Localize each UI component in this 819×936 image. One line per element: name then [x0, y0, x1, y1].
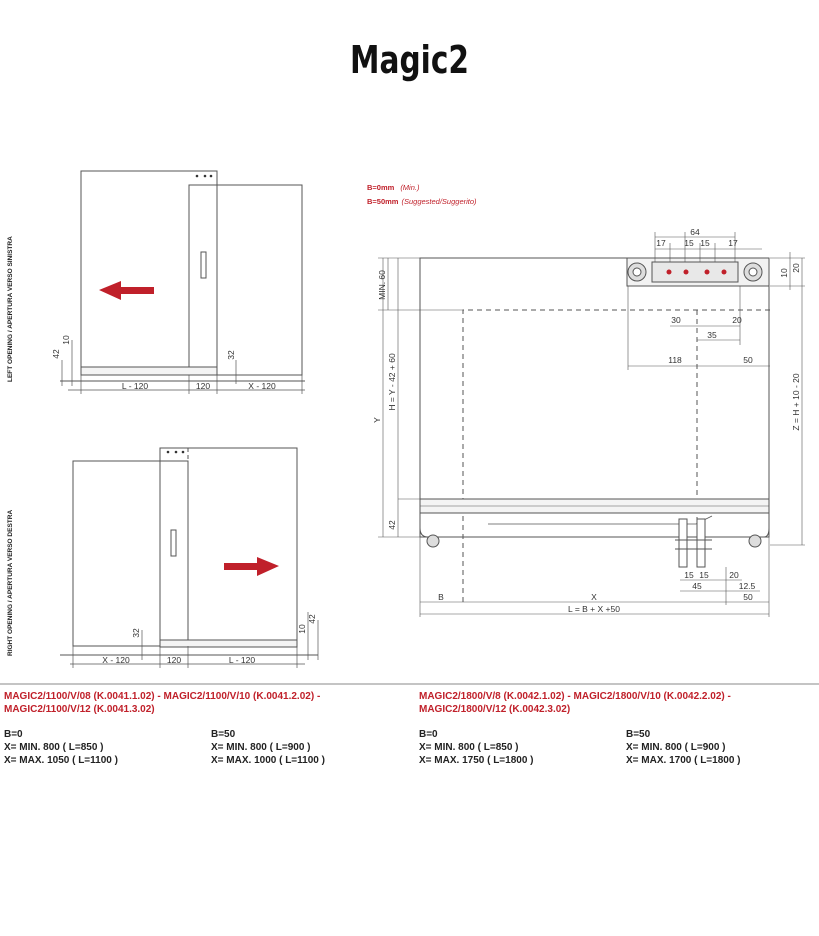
spec-left-code-line1: MAGIC2/1100/V/08 (K.0041.1.02) - MAGIC2/1100/V/10 (K.0041.2.02) - [4, 691, 321, 702]
dim-x: X [591, 592, 597, 602]
spec-left-col1: B=0 X= MIN. 800 ( L=850 ) X= MAX. 1050 ( L=1100 ) [4, 729, 118, 766]
dim-15a: 15 [684, 238, 694, 248]
dim-118: 118 [668, 355, 682, 365]
spec-right-col1: B=0 X= MIN. 800 ( L=850 ) X= MAX. 1750 ( L=1800 ) [419, 729, 534, 766]
left-opening-label: LEFT OPENING / APERTURA VERSO SINISTRA [7, 236, 14, 382]
dim-30: 30 [671, 315, 681, 325]
spec-right [419, 690, 819, 716]
dim-b15b: 15 [699, 570, 709, 580]
dim-42: 42 [387, 520, 397, 530]
left-dim-x120: X - 120 [248, 381, 276, 391]
dim-b45: 45 [692, 581, 702, 591]
dim-15b: 15 [700, 238, 710, 248]
dim-64: 64 [690, 227, 700, 237]
spec-right-col2: B=50 X= MIN. 800 ( L=900 ) X= MAX. 1700 ( L=1800 ) [626, 729, 741, 766]
dim-b20: 20 [729, 570, 739, 580]
left-dim-42: 42 [51, 349, 61, 359]
dim-min60: MIN. 60 [377, 270, 387, 300]
dim-l-formula: L = B + X +50 [568, 604, 620, 614]
spec-left-col2: B=50 X= MIN. 800 ( L=900 ) X= MAX. 1000 ( L=1100 ) [211, 729, 325, 766]
spec-right-code-line1: MAGIC2/1800/V/8 (K.0042.1.02) - MAGIC2/1800/V/10 (K.0042.2.02) - [419, 691, 731, 702]
right-opening-label: RIGHT OPENING / APERTURA VERSO DESTRA [7, 509, 14, 656]
dim-h-formula: H = Y - 42 + 60 [387, 353, 397, 411]
right-arrow-icon [224, 557, 279, 576]
spec-left-code-line2: MAGIC2/1100/V/12 (K.0041.3.02) [4, 704, 155, 715]
right-dim-42: 42 [307, 614, 317, 624]
right-dim-x120: X - 120 [102, 655, 130, 665]
left-opening-view [60, 171, 305, 394]
dim-17b: 17 [728, 238, 738, 248]
dim-b15a: 15 [684, 570, 694, 580]
dim-10-side: 10 [779, 268, 789, 278]
legend [367, 183, 477, 206]
left-dim-10: 10 [61, 335, 71, 345]
right-dim-l120: L - 120 [228, 655, 256, 665]
dim-b: B [438, 592, 444, 602]
dim-20-side: 20 [791, 263, 801, 273]
left-dim-32: 32 [226, 350, 236, 360]
svg-text:B=0mm(Min.): B=0mm (Min.) [367, 183, 420, 192]
spec-right-code-line2: MAGIC2/1800/V/12 (K.0042.3.02) [419, 704, 571, 715]
svg-text:B=50mm(Suggested/Suggerito): B=50mm (Suggested/Suggerito) [367, 197, 477, 206]
left-dim-l120: L - 120 [121, 381, 149, 391]
left-dim-120: 120 [195, 381, 211, 391]
main-panel [420, 258, 769, 537]
right-door-handle [171, 530, 176, 556]
left-frame-outline [189, 185, 302, 375]
main-elevation [378, 232, 805, 617]
dim-b125: 12.5 [738, 581, 756, 591]
main-opening [463, 310, 770, 602]
dim-35: 35 [707, 330, 717, 340]
dim-20a: 20 [732, 315, 742, 325]
left-arrow-icon [99, 281, 154, 300]
dim-50a: 50 [743, 355, 753, 365]
left-door-handle [201, 252, 206, 278]
dim-y: Y [372, 417, 382, 423]
spec-left [4, 690, 404, 716]
right-opening-view [60, 448, 318, 668]
dim-17a: 17 [656, 238, 666, 248]
left-door-panel [81, 171, 217, 375]
dim-z-formula: Z = H + 10 - 20 [791, 373, 801, 431]
right-dim-120: 120 [166, 655, 182, 665]
dim-b50: 50 [743, 592, 753, 602]
right-dim-32: 32 [131, 628, 141, 638]
page-title: Magic2 [349, 38, 470, 82]
right-dim-10: 10 [297, 624, 307, 634]
right-door-panel [160, 448, 297, 646]
